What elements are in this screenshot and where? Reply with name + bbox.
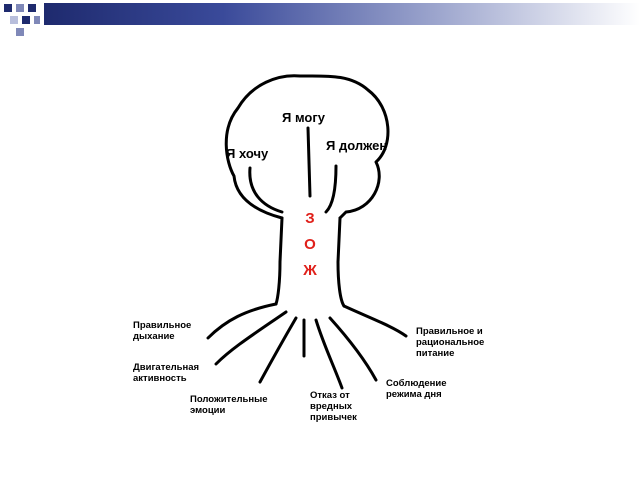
root-label-habits: Отказ от вредных привычек — [310, 390, 357, 423]
trunk-left — [276, 218, 282, 304]
crown-label-right: Я должен — [326, 138, 388, 153]
root-label-activity: Двигательная активность — [133, 362, 200, 384]
root-label-regime: Соблюдение режима дня — [386, 378, 447, 400]
root-regime — [330, 318, 376, 380]
trunk-letter: О — [304, 236, 316, 253]
crown-label-center: Я могу — [282, 110, 325, 125]
root-breathing — [208, 304, 276, 338]
root-label-nutrition: Правильное и рациональное питание — [416, 326, 485, 359]
trunk-letters — [300, 210, 320, 288]
trunk-right — [338, 218, 344, 306]
root-nutrition — [344, 306, 406, 336]
trunk-letter: З — [305, 210, 315, 227]
root-habits — [316, 320, 342, 388]
root-label-breathing: Правильное дыхание — [133, 320, 192, 342]
branch-center — [308, 128, 310, 196]
root-label-emotions: Положительные эмоции — [190, 394, 268, 416]
branch-right — [326, 166, 336, 212]
crown-label-left: Я хочу — [226, 146, 269, 161]
trunk-letter: Ж — [303, 262, 317, 279]
